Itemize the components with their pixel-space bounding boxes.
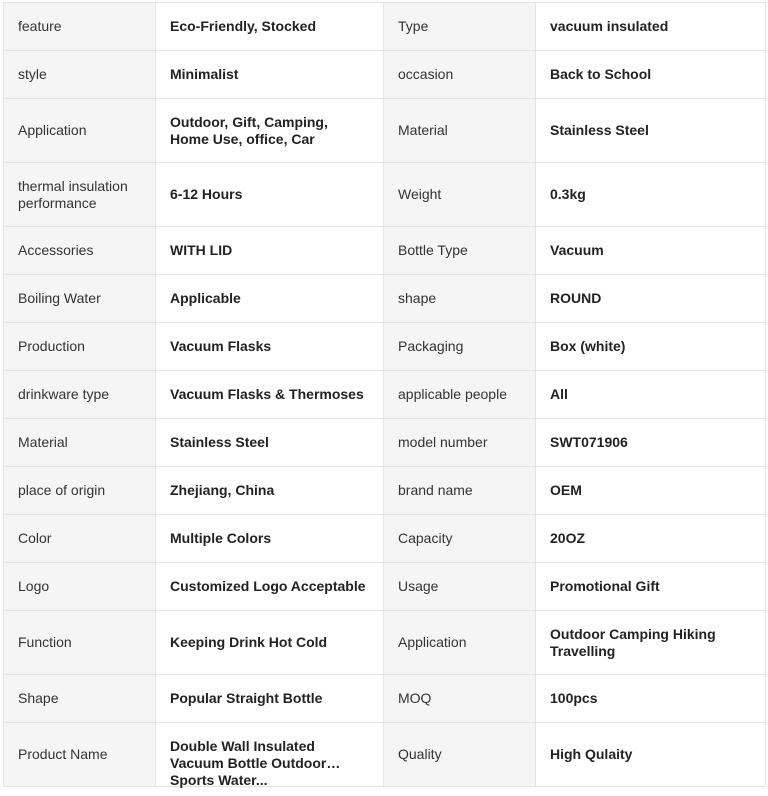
table-row: [4, 3, 766, 51]
attribute-value: [536, 323, 766, 371]
table-row: [4, 563, 766, 611]
attribute-name: Packaging: [384, 323, 536, 371]
attribute-value: [156, 723, 384, 787]
attribute-name: Application: [4, 99, 156, 163]
attribute-name: Production: [4, 323, 156, 371]
attribute-name: Capacity: [384, 515, 536, 563]
product-attributes-table: [3, 2, 766, 787]
attribute-value: [156, 275, 384, 323]
attribute-value-text: All: [550, 386, 568, 402]
attribute-value: [156, 227, 384, 275]
attribute-name: thermal insulation performance: [4, 163, 156, 227]
attribute-value: [536, 723, 766, 787]
attribute-name: Bottle Type: [384, 227, 536, 275]
attribute-value-text: Box (white): [550, 338, 626, 354]
attribute-value-text: Popular Straight Bottle: [170, 690, 323, 706]
table-row: [4, 675, 766, 723]
attribute-name: occasion: [384, 51, 536, 99]
attribute-value: [156, 467, 384, 515]
attribute-value-text: 20OZ: [550, 530, 586, 546]
attribute-value: [156, 419, 384, 467]
attribute-name: Logo: [4, 563, 156, 611]
attribute-value-text: Multiple Colors: [170, 530, 272, 546]
table-row: [4, 51, 766, 99]
table-row: [4, 227, 766, 275]
attribute-value: [536, 371, 766, 419]
attribute-value-text: WITH LID: [170, 242, 233, 258]
attribute-name: Material: [4, 419, 156, 467]
attribute-name: drinkware type: [4, 371, 156, 419]
table-row: [4, 515, 766, 563]
table-row: [4, 275, 766, 323]
attribute-value-text: Back to School: [550, 66, 652, 82]
attribute-value: [536, 275, 766, 323]
attribute-value-text: ROUND: [550, 290, 602, 306]
attribute-value: [536, 611, 766, 675]
attribute-name: Function: [4, 611, 156, 675]
table-row: [4, 467, 766, 515]
attribute-value: [536, 3, 766, 51]
attribute-value: [536, 675, 766, 723]
attribute-value-text: Vacuum: [550, 242, 604, 258]
attribute-name: applicable people: [384, 371, 536, 419]
attribute-value: [156, 51, 384, 99]
attribute-value-text: Vacuum Flasks & Thermoses: [170, 386, 364, 402]
attribute-value: [536, 99, 766, 163]
attribute-name: Product Name: [4, 723, 156, 787]
attribute-value-text: Eco-Friendly, Stocked: [170, 18, 316, 34]
attribute-name: Boiling Water: [4, 275, 156, 323]
attribute-value-text: Vacuum Flasks: [170, 338, 272, 354]
attribute-name: model number: [384, 419, 536, 467]
attribute-name: brand name: [384, 467, 536, 515]
table-row: [4, 611, 766, 675]
attribute-value: [536, 163, 766, 227]
attribute-name: Type: [384, 3, 536, 51]
attribute-value: [536, 51, 766, 99]
attribute-name: feature: [4, 3, 156, 51]
attribute-name: Accessories: [4, 227, 156, 275]
attribute-name: shape: [384, 275, 536, 323]
attribute-name: Application: [384, 611, 536, 675]
table-row: [4, 99, 766, 163]
attribute-value-text: vacuum insulated: [550, 18, 669, 34]
attribute-value: [156, 99, 384, 163]
table-row: [4, 723, 766, 787]
attribute-value-text: Applicable: [170, 290, 241, 306]
attribute-value-text: 6-12 Hours: [170, 186, 243, 202]
attribute-value: [156, 675, 384, 723]
attribute-name: Usage: [384, 563, 536, 611]
table-row: [4, 419, 766, 467]
attribute-name: Material: [384, 99, 536, 163]
attribute-value-text: Minimalist: [170, 66, 239, 82]
attribute-value: [156, 515, 384, 563]
table-row: [4, 323, 766, 371]
attribute-value-text: Stainless Steel: [550, 122, 649, 138]
attribute-value-text: Stainless Steel: [170, 434, 269, 450]
attribute-name: place of origin: [4, 467, 156, 515]
attribute-name: Shape: [4, 675, 156, 723]
attribute-value: [536, 227, 766, 275]
table-row: [4, 163, 766, 227]
attribute-name: Quality: [384, 723, 536, 787]
attribute-name: style: [4, 51, 156, 99]
attribute-value-text: SWT071906: [550, 434, 628, 450]
attribute-value-text: Outdoor, Gift, Camping, Home Use, office, Car: [170, 113, 328, 147]
attribute-value: [536, 563, 766, 611]
attribute-value: [156, 163, 384, 227]
attribute-value-text: Zhejiang, China: [170, 482, 275, 498]
attribute-value-text: OEM: [550, 482, 582, 498]
attribute-value: [536, 467, 766, 515]
attribute-value: [156, 3, 384, 51]
attribute-value-text: 0.3kg: [550, 186, 586, 202]
attribute-name: MOQ: [384, 675, 536, 723]
attribute-value: [536, 515, 766, 563]
attribute-value-text: Promotional Gift: [550, 578, 660, 594]
table-row: [4, 371, 766, 419]
attribute-value-text: Double Wall Insulated Vacuum Bottle Outdoor Sports Water...: [170, 737, 327, 788]
attribute-value: [156, 371, 384, 419]
attribute-name: Color: [4, 515, 156, 563]
attribute-value: [156, 323, 384, 371]
attribute-value-text: Customized Logo Acceptable: [170, 578, 366, 594]
attribute-value-text: Outdoor Camping Hiking Travelling: [550, 625, 716, 659]
attribute-value: [536, 419, 766, 467]
attribute-name: Weight: [384, 163, 536, 227]
attribute-value-text: Keeping Drink Hot Cold: [170, 634, 328, 650]
attribute-value-text: High Qulaity: [550, 746, 633, 762]
attribute-value: [156, 563, 384, 611]
attribute-value: [156, 611, 384, 675]
attribute-value-text: 100pcs: [550, 690, 598, 706]
